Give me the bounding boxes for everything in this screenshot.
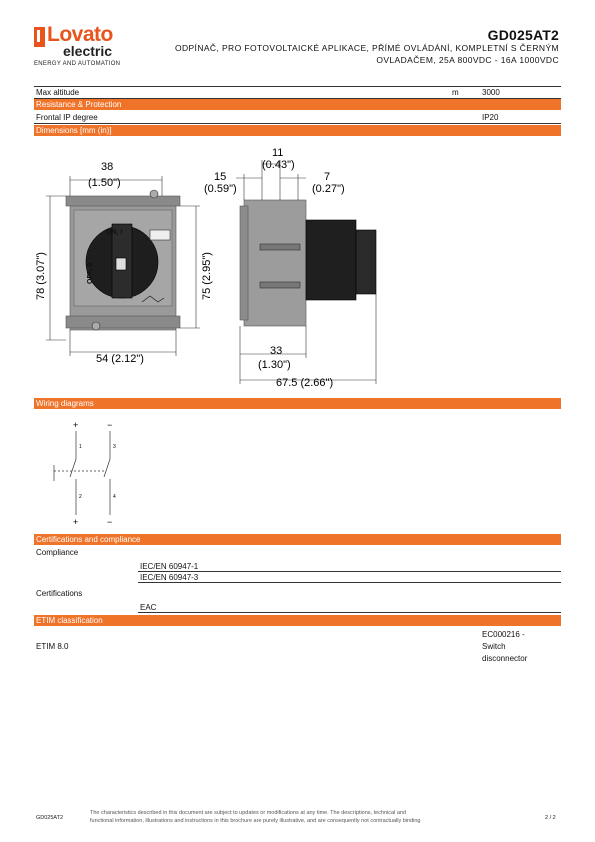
description-line-1: ODPÍNAČ, PRO FOTOVOLTAICKÉ APLIKACE, PŘÍMÉ OVLÁDÁNÍ, KOMPLETNÍ S ČERNÝM	[174, 43, 559, 53]
certifications-row	[138, 601, 561, 613]
max-altitude-label: Max altitude	[36, 88, 80, 97]
footer-disclaimer	[90, 809, 530, 825]
compliance-label: Compliance	[36, 548, 79, 557]
etim-value-line-3: disconnector	[482, 654, 528, 663]
dim-11: 11	[272, 147, 284, 159]
footer-disclaimer-line-2: functional information, illustrations and instructions in this brochure are purely illustrative, and are consequently not contractually binding	[90, 818, 421, 824]
max-altitude-value: 3000	[482, 88, 500, 97]
terminal-1: 1	[79, 444, 82, 450]
terminal-2: 2	[79, 494, 82, 500]
brand-logo-mark	[34, 27, 45, 47]
certifications-label: Certifications	[36, 589, 83, 598]
frontal-ip-label: Frontal IP degree	[36, 113, 98, 122]
dim-33: 33	[270, 345, 283, 357]
dim-15: 15	[214, 171, 227, 183]
resistance-protection-header: Resistance & Protection	[34, 99, 561, 110]
dimensions-header: Dimensions [mm (in)]	[34, 125, 561, 136]
footer-disclaimer-line-1: The characteristics described in this document are subject to updates or modifications at any time. The descriptions, technical and	[90, 810, 407, 816]
description-line-2: OVLADAČEM, 25A 800VDC - 16A 1000VDC	[376, 55, 559, 65]
dim-11-in: (0.43")	[262, 159, 295, 171]
dimensions-drawing	[0, 136, 595, 394]
dim-15-in: (0.59")	[204, 183, 237, 195]
switch-on-label: ON, I	[106, 229, 123, 236]
compliance-value-1: IEC/EN 60947-1	[140, 562, 199, 571]
brand-logo: Lovato	[47, 23, 113, 46]
etim-value-line-1: EC000216 -	[482, 630, 525, 639]
compliance-row-2	[138, 571, 561, 583]
wiring-diagram	[30, 415, 130, 527]
dim-78: 78 (3.07")	[35, 252, 47, 300]
dim-54: 54 (2.12")	[96, 353, 144, 365]
terminal-plus-top: +	[73, 420, 79, 430]
compliance-value-2: IEC/EN 60947-3	[140, 573, 199, 582]
etim-header: ETIM classification	[34, 615, 561, 626]
wiring-diagrams-header: Wiring diagrams	[34, 398, 561, 409]
dim-7: 7	[324, 171, 331, 183]
footer-product-code: GD025AT2	[36, 815, 64, 821]
max-altitude-row	[34, 86, 561, 99]
terminal-4: 4	[113, 494, 116, 500]
dim-33-in: (1.30")	[258, 359, 291, 371]
terminal-plus-bottom: +	[73, 517, 79, 527]
switch-off-label: OFF, 0	[87, 262, 94, 284]
etim-value-line-2: Switch	[482, 642, 506, 651]
dim-67-5: 67.5 (2.66")	[276, 377, 334, 389]
product-description	[119, 42, 559, 66]
dim-75: 75 (2.95")	[201, 252, 213, 300]
brand-tagline: ENERGY AND AUTOMATION	[34, 61, 121, 67]
terminal-minus-top: −	[107, 420, 113, 430]
frontal-ip-value: IP20	[482, 113, 499, 122]
certifications-header: Certifications and compliance	[34, 534, 561, 545]
dim-7-in: (0.27")	[312, 183, 345, 195]
dim-38: 38	[101, 161, 114, 173]
terminal-minus-bottom: −	[107, 517, 113, 527]
certification-value-1: EAC	[140, 603, 157, 612]
etim-label: ETIM 8.0	[36, 642, 69, 651]
brand-logo-sub: electric	[63, 43, 113, 59]
terminal-3: 3	[113, 444, 116, 450]
page-number: 2 / 2	[545, 815, 556, 821]
frontal-ip-row	[34, 112, 561, 124]
max-altitude-unit: m	[452, 88, 459, 97]
product-code: GD025AT2	[487, 27, 559, 43]
dim-38-in: (1.50")	[88, 177, 121, 189]
